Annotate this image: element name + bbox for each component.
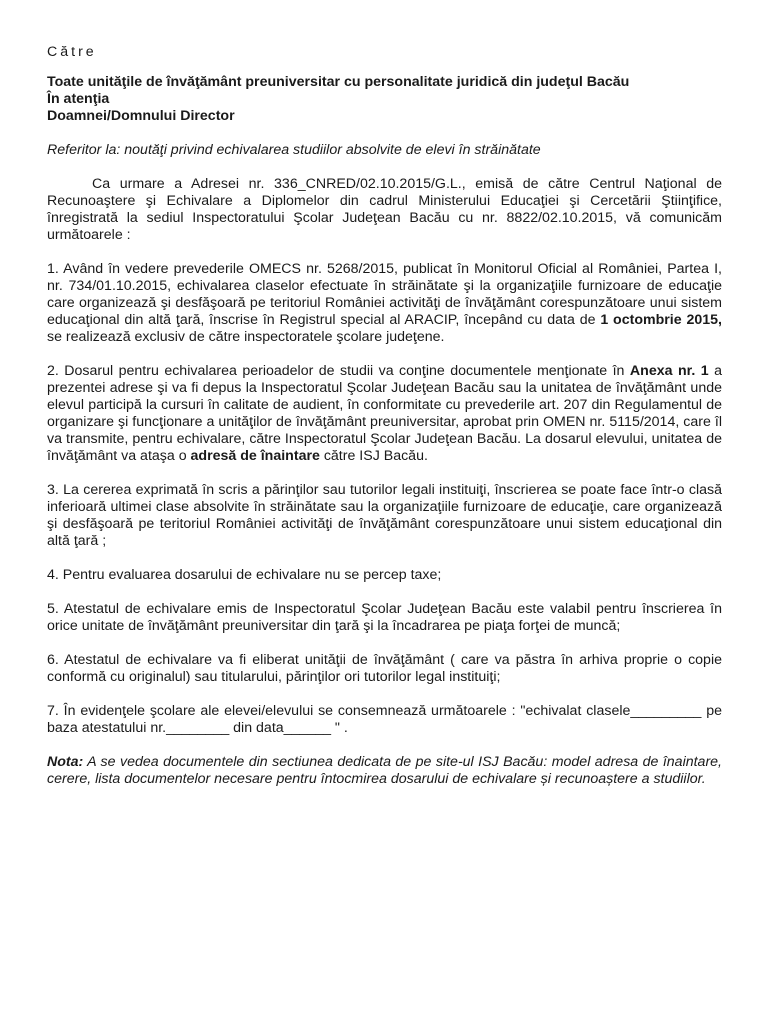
paragraph-7: 7. În evidenţele şcolare ale elevei/elevului se consemnează următoarele : "echivalat clasele_________ pe baza atestatului nr.________ din data______ " .: [47, 703, 722, 736]
paragraph-2-a: 2. Dosarul pentru echivalarea perioadelor de studii va conţine documentele menţionate în: [47, 363, 630, 379]
paragraph-2-c: a prezentei adrese şi va fi depus la Inspectoratul Şcolar Judeţean Bacău sau la unitatea de învăţământ unde elevul participă la cursuri în calitate de audient, în conformitate cu prevederile art. 207 din Regulamentul de organizare şi funcţionare a unităţilor de învăţământ preuniversitar, aprobat prin OMEN nr. 5115/2014, care îl va transmite, pentru echivalare, către Inspectoratul Şcolar Judeţean Bacău. La dosarul elevului, unitatea de învăţământ va ataşa o: [47, 363, 723, 464]
paragraph-4: 4. Pentru evaluarea dosarului de echivalare nu se percep taxe;: [47, 567, 442, 583]
salutation: Către: [47, 44, 97, 60]
paragraph-1-lead: 1. Având în vedere prevederile OMECS nr. 5268/2015, publicat în Monitorul Oficial al României,: [47, 261, 663, 277]
intro-paragraph: Ca urmare a Adresei nr. 336_CNRED/02.10.2015/G.L., emisă de către Centrul Naţional de Recunoaştere şi Echivalare a Diplomelor din cadrul Ministerului Educaţiei şi Cercetării Ştiinţifice, înregistrată la sediul Inspectoratului Şcolar Judeţean Bacău cu nr. 8822/02.10.2015, vă comunicăm următoarele :: [47, 176, 722, 243]
paragraph-5: 5. Atestatul de echivalare emis de Inspectoratul Şcolar Judeţean Bacău este valabil pentru înscrierea în orice unitate de învăţământ preuniversitar din ţară şi la încadrarea pe piaţa forţei de muncă;: [47, 601, 722, 634]
recipient-line-1: Toate unităţile de învăţământ preuniversitar cu personalitate juridică din judeţul Bacău: [47, 74, 630, 90]
note-label: Nota:: [47, 754, 84, 770]
paragraph-2-adresa: adresă de înaintare: [190, 448, 320, 464]
recipient-line-2: În atenţia: [47, 91, 110, 107]
recipient-line-3: Doamnei/Domnului Director: [47, 108, 235, 124]
paragraph-2-annex: Anexa nr. 1: [629, 363, 709, 379]
paragraph-2: [47, 363, 722, 465]
reference-line: Referitor la: noutăţi privind echivalarea studiilor absolvite de elevi în străinătate: [47, 142, 541, 158]
paragraph-1-date: 1 octombrie 2015,: [600, 312, 722, 328]
note-paragraph: [47, 754, 722, 788]
note-text-b: -ul ISJ Bacău: [457, 754, 544, 770]
paragraph-2-e: către ISJ Bacău.: [319, 448, 428, 464]
paragraph-1: [47, 261, 722, 346]
paragraph-1-end: se realizează exclusiv de către inspectoratele şcolare judeţene.: [47, 329, 445, 345]
paragraph-3: 3. La cererea exprimată în scris a părinţilor sau tutorilor legali instituiţi, înscrierea se poate face într-o clasă inferioară ultimei clase absolvite în străinătate sau la organizaţiile furnizoare de educaţie, care organizează şi desfăşoară pe teritoriul României activităţi de învăţământ corespunzătoare unui sistem educaţional din altă ţară ;: [47, 482, 722, 549]
note-text-a: A se vedea documentele din sectiunea dedicata de pe site: [83, 754, 458, 770]
note-text-c: : model adresa de înaintare, cerere, lista documentelor necesare pentru întocmirea dosarului de echivalare și recunoaștere a studiilor.: [47, 754, 722, 787]
paragraph-6: 6. Atestatul de echivalare va fi eliberat unităţii de învăţământ ( care va păstra în arhiva proprie o copie conformă cu originalul) sau titularului, părinţilor ori tutorilor legal instituiţi;: [47, 652, 722, 685]
paragraph-1-body: Partea I, nr. 734/01.10.2015, echivalarea claselor efectuate în străinătate şi la organizaţiile furnizoare de educaţie care organizează şi desfăşoară pe teritoriul României activităţi de învăţământ corespunzătoare unui sistem educaţional din altă ţară, înscrise în Registrul special al ARACIP, începând cu data de: [47, 261, 722, 328]
